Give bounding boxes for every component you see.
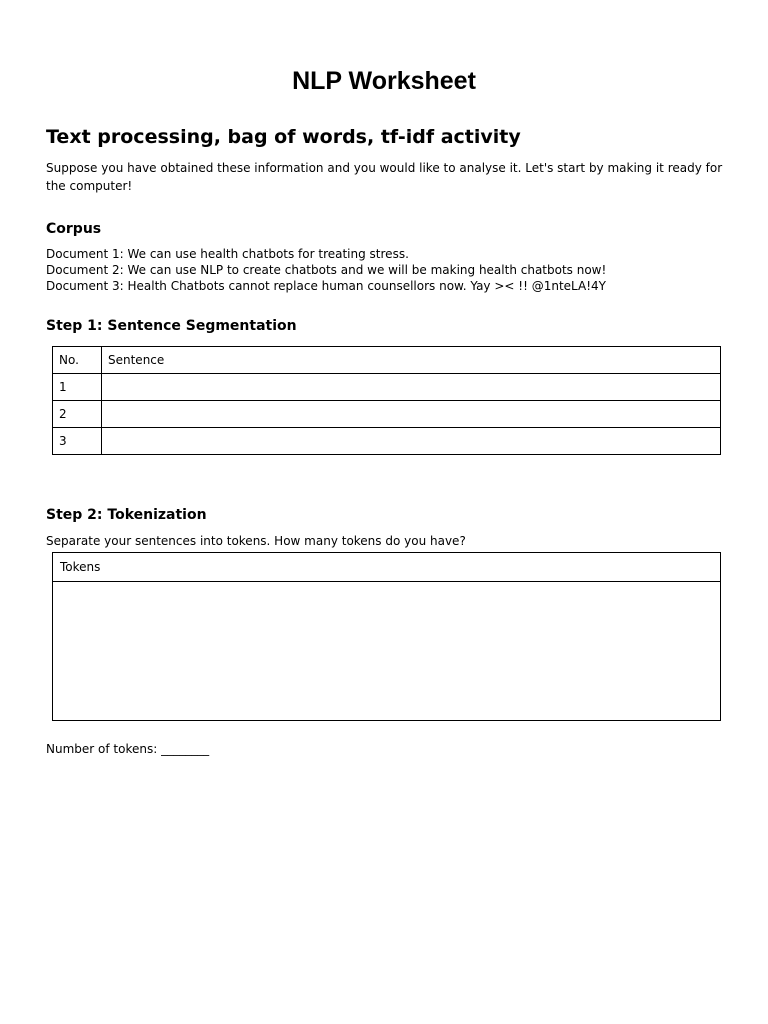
column-header-no: No. bbox=[53, 347, 102, 374]
corpus-documents bbox=[46, 246, 606, 294]
tokens-header: Tokens bbox=[53, 553, 720, 582]
tokens-table bbox=[52, 552, 721, 721]
sentence-cell[interactable] bbox=[102, 428, 721, 455]
row-number: 2 bbox=[53, 401, 102, 428]
corpus-document-2: Document 2: We can use NLP to create chatbots and we will be making health chatbots now! bbox=[46, 263, 607, 277]
intro-paragraph: Suppose you have obtained these information and you would like to analyse it. Let's start by making it ready for the computer! bbox=[46, 161, 723, 193]
page-title: NLP Worksheet bbox=[292, 67, 476, 95]
corpus-heading: Corpus bbox=[46, 221, 102, 237]
column-header-sentence: Sentence bbox=[102, 347, 721, 374]
tokenization-instruction: Separate your sentences into tokens. How many tokens do you have? bbox=[46, 534, 466, 548]
table-row bbox=[53, 401, 721, 428]
table-row bbox=[53, 428, 721, 455]
corpus-document-3: Document 3: Health Chatbots cannot replace human counsellors now. Yay >< !! @1nteLA!4Y bbox=[46, 279, 606, 293]
step1-heading: Step 1: Sentence Segmentation bbox=[46, 318, 297, 334]
table-header-row bbox=[53, 347, 721, 374]
sentence-cell[interactable] bbox=[102, 374, 721, 401]
row-number: 1 bbox=[53, 374, 102, 401]
tokens-answer-area[interactable] bbox=[53, 582, 720, 719]
table-row bbox=[53, 374, 721, 401]
corpus-document-1: Document 1: We can use health chatbots for treating stress. bbox=[46, 247, 409, 261]
sentence-segmentation-table bbox=[52, 346, 721, 455]
row-number: 3 bbox=[53, 428, 102, 455]
step2-heading: Step 2: Tokenization bbox=[46, 507, 207, 523]
sentence-cell[interactable] bbox=[102, 401, 721, 428]
token-count-field: Number of tokens: ________ bbox=[46, 742, 210, 756]
worksheet-subtitle: Text processing, bag of words, tf-idf activity bbox=[46, 126, 521, 148]
